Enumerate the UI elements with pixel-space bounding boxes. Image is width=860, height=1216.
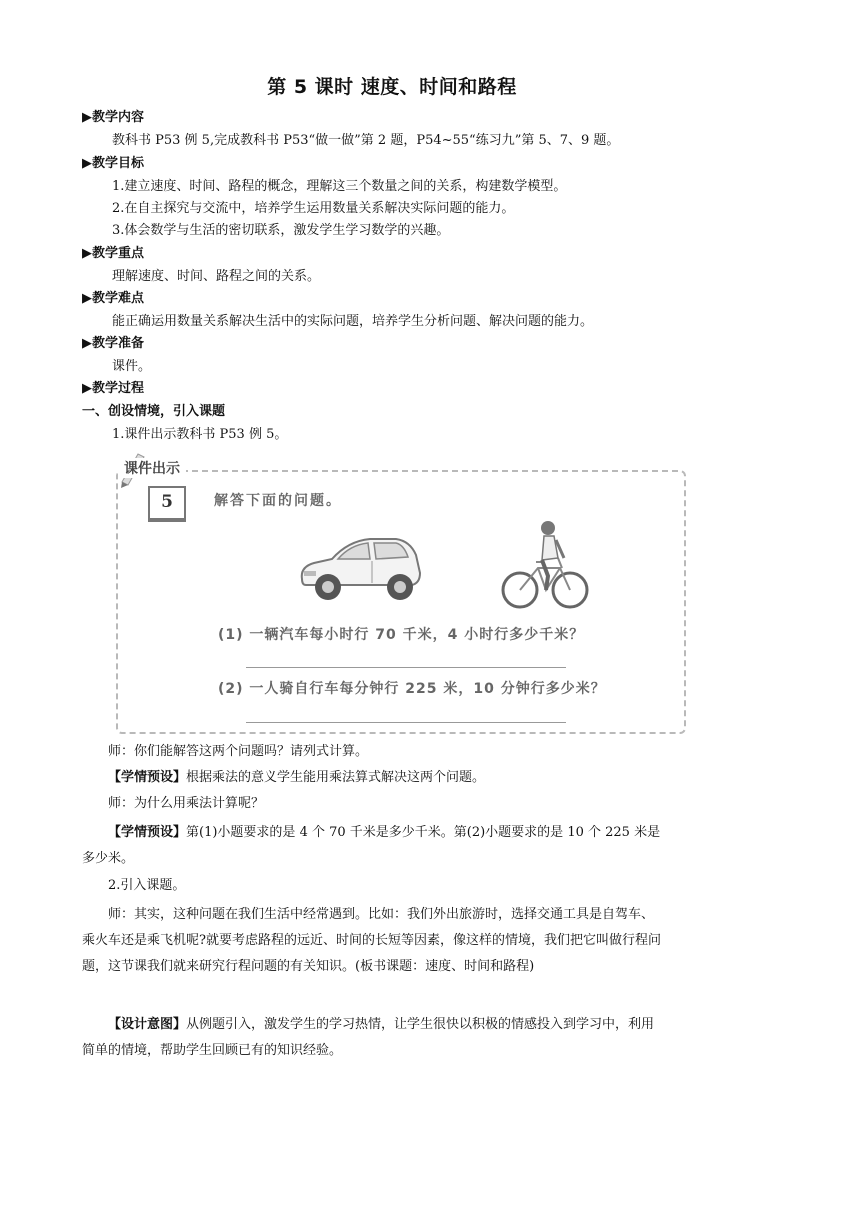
heading-key-point: ▶教学重点	[82, 246, 144, 261]
preset-1	[108, 768, 485, 788]
preset-2	[82, 820, 662, 872]
difficult-point-text: 能正确运用数量关系解决生活中的实际问题，培养学生分析问题、解决问题的能力。	[112, 314, 594, 329]
design-intent-text: 从例题引入，激发学生的学习热情，让学生很快以积极的情感投入到学习中，利用简单的情境，帮助学生回顾已有的知识经验。	[82, 1017, 655, 1058]
courseware-tag: 课件出示	[118, 458, 186, 478]
preset-label: 【学情预设】	[108, 825, 187, 840]
teacher-line-3: 师：其实，这种问题在我们生活中经常遇到。比如：我们外出旅游时，选择交通工具是自驾车、乘火车还是乘飞机呢?就要考虑路程的远近、时间的长短等因素，像这样的情境，我们把它叫做行程问题，这节课我们就来研究行程问题的有关知识。(板书课题：速度、时间和路程)	[82, 907, 661, 974]
question-2: (2) 一人骑自行车每分钟行 225 米，10 分钟行多少米？	[218, 681, 606, 697]
example-number-badge: 5	[148, 486, 186, 522]
heading-teaching-process: ▶教学过程	[82, 381, 144, 396]
goal-item-1: 1.建立速度、时间、路程的概念，理解这三个数量之间的关系，构建数学模型。	[112, 179, 567, 194]
design-intent	[82, 1012, 662, 1064]
example-title: 解答下面的问题。	[214, 493, 342, 509]
goal-item-2: 2.在自主探究与交流中，培养学生运用数量关系解决实际问题的能力。	[112, 201, 515, 216]
goal-item-3: 3.体会数学与生活的密切联系，激发学生学习数学的兴趣。	[112, 223, 450, 238]
heading-teaching-goals: ▶教学目标	[82, 156, 144, 171]
car-illustration	[292, 527, 428, 607]
step1-text: 1.课件出示教科书 P53 例 5。	[112, 427, 288, 442]
preset-text: 根据乘法的意义学生能用乘法算式解决这两个问题。	[186, 770, 486, 785]
design-intent-label: 【设计意图】	[108, 1017, 187, 1032]
answer-line-1	[246, 667, 566, 668]
part1-heading: 一、创设情境，引入课题	[82, 404, 226, 419]
step2-text: 2.引入课题。	[108, 878, 186, 893]
preset-label: 【学情预设】	[108, 770, 187, 785]
teacher-line-2: 师：为什么用乘法计算呢？	[108, 796, 265, 811]
cyclist-illustration	[500, 518, 590, 612]
heading-difficult-point: ▶教学难点	[82, 291, 144, 306]
preparation-text: 课件。	[112, 359, 152, 374]
preset-text: 第(1)小题要求的是 4 个 70 千米是多少千米。第(2)小题要求的是 10 个 225 米是多少米。	[82, 825, 661, 866]
answer-line-2	[246, 722, 566, 723]
key-point-text: 理解速度、时间、路程之间的关系。	[112, 269, 321, 284]
heading-teaching-content: ▶教学内容	[82, 110, 144, 125]
question-1: (1) 一辆汽车每小时行 70 千米，4 小时行多少千米？	[218, 627, 585, 643]
lesson-title: 第 5 课时 速度、时间和路程	[267, 76, 517, 98]
teaching-content-text: 教科书 P53 例 5,完成教科书 P53“做一做”第 2 题，P54~55“练习九”第 5、7、9 题。	[112, 133, 620, 148]
heading-preparation: ▶教学准备	[82, 336, 144, 351]
teacher-line-1: 师：你们能解答这两个问题吗？请列式计算。	[108, 744, 369, 759]
